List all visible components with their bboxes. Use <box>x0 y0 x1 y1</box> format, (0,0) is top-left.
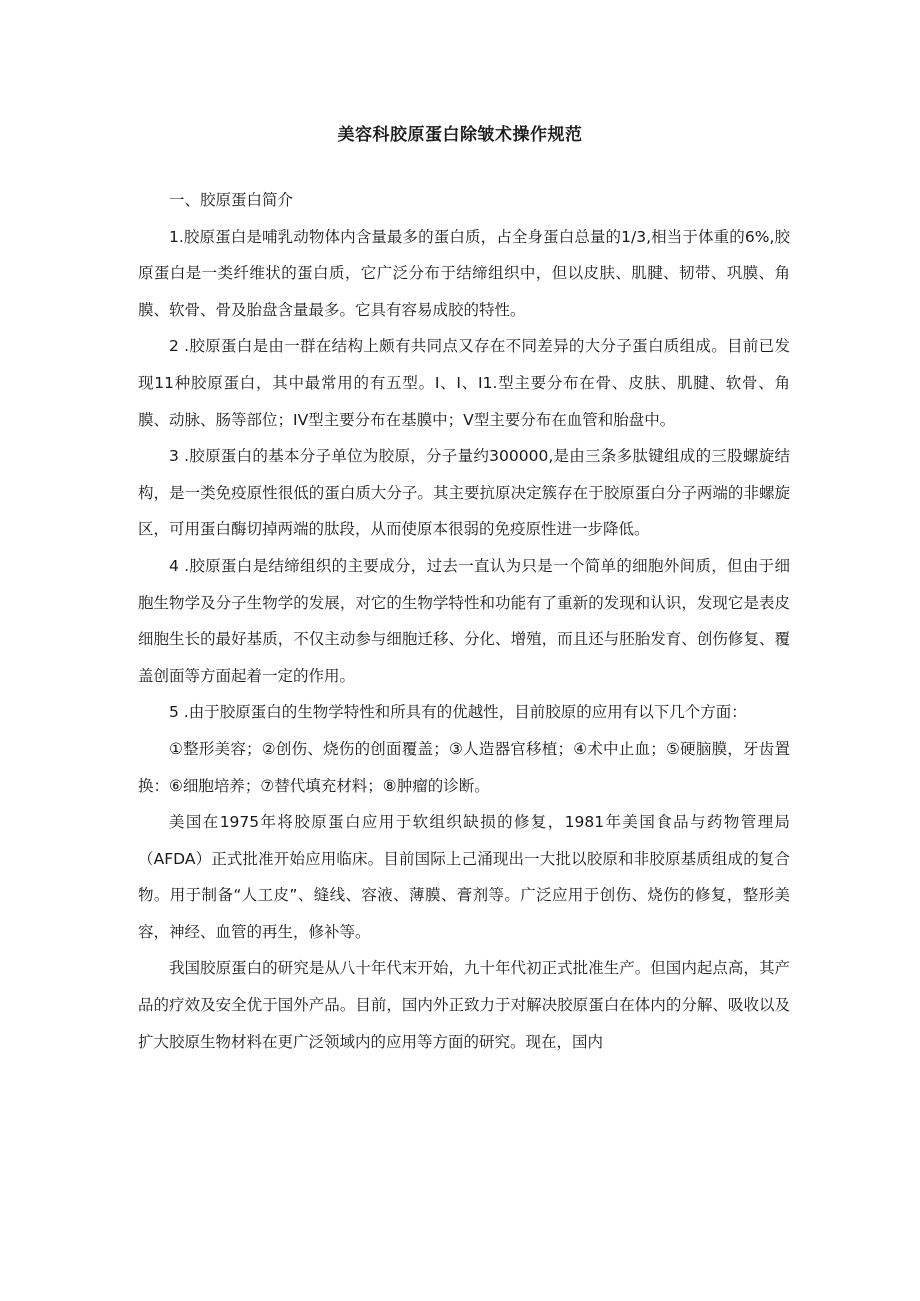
document-title: 美容科胶原蛋白除皱术操作规范 <box>337 125 583 145</box>
paragraph-china-history: 我国胶原蛋白的研究是从八十年代末开始，九十年代初正式批准生产。但国内起点高，其产品的疗效及安全优于国外产品。目前，国内外正致力于对解决胶原蛋白在体内的分解、吸收以及扩大胶原生物材料在更广泛领域内的应用等方面的研究。现在，国内 <box>138 959 790 1051</box>
paragraph-2: 2 .胶原蛋白是由一群在结构上颇有共同点又存在不同差异的大分子蛋白质组成。目前已发现11种胶原蛋白，其中最常用的有五型。I、I、I1.型主要分布在骨、皮肤、肌腱、软骨、角膜、动脉、肠等部位；IV型主要分布在基膜中；V型主要分布在血管和胎盘中。 <box>138 337 790 429</box>
paragraph-applications-list: ①整形美容；②创伤、烧伤的创面覆盖；③人造器官移植；④术中止血；⑤硬脑膜，牙齿置换：⑥细胞培养；⑦替代填充材料；⑧肿瘤的诊断。 <box>138 739 790 795</box>
section-heading: 一、胶原蛋白简介 <box>169 191 294 209</box>
paragraph-usa-history: 美国在1975年将胶原蛋白应用于软组织缺损的修复，1981年美国食品与药物管理局（AFDA）正式批准开始应用临床。目前国际上己涌现出一大批以胶原和非胶原基质组成的复合物。用于制备“人工皮”、缝线、容液、薄膜、膏剂等。广泛应用于创伤、烧伤的修复，整形美容，神经、血管的再生，修补等。 <box>138 813 790 941</box>
document-body <box>138 182 790 1060</box>
paragraph-3: 3 .胶原蛋白的基本分子单位为胶原，分子量约300000,是由三条多肽键组成的三股螺旋结构，是一类免疫原性很低的蛋白质大分子。其主要抗原决定簇存在于胶原蛋白分子两端的非螺旋区，可用蛋白酶切掉两端的肽段，从而使原本很弱的免疫原性进一步降低。 <box>138 447 790 539</box>
paragraph-4: 4 .胶原蛋白是结缔组织的主要成分，过去一直认为只是一个简单的细胞外间质，但由于细胞生物学及分子生物学的发展，对它的生物学特性和功能有了重新的发现和认识，发现它是表皮细胞生长的最好基质，不仅主动参与细胞迁移、分化、增殖，而且还与胚胎发育、创伤修复、覆盖创面等方面起着一定的作用。 <box>138 556 790 685</box>
paragraph-1: 1.胶原蛋白是哺乳动物体内含量最多的蛋白质，占全身蛋白总量的1/3,相当于体重的6%,胶原蛋白是一类纤维状的蛋白质，它广泛分布于结缔组织中，但以皮肤、肌腱、韧带、巩膜、角膜、软骨、骨及胎盘含量最多。它具有容易成胶的特性。 <box>138 227 790 319</box>
paragraph-5: 5 .由于胶原蛋白的生物学特性和所具有的优越性，目前胶原的应用有以下几个方面： <box>169 703 747 722</box>
